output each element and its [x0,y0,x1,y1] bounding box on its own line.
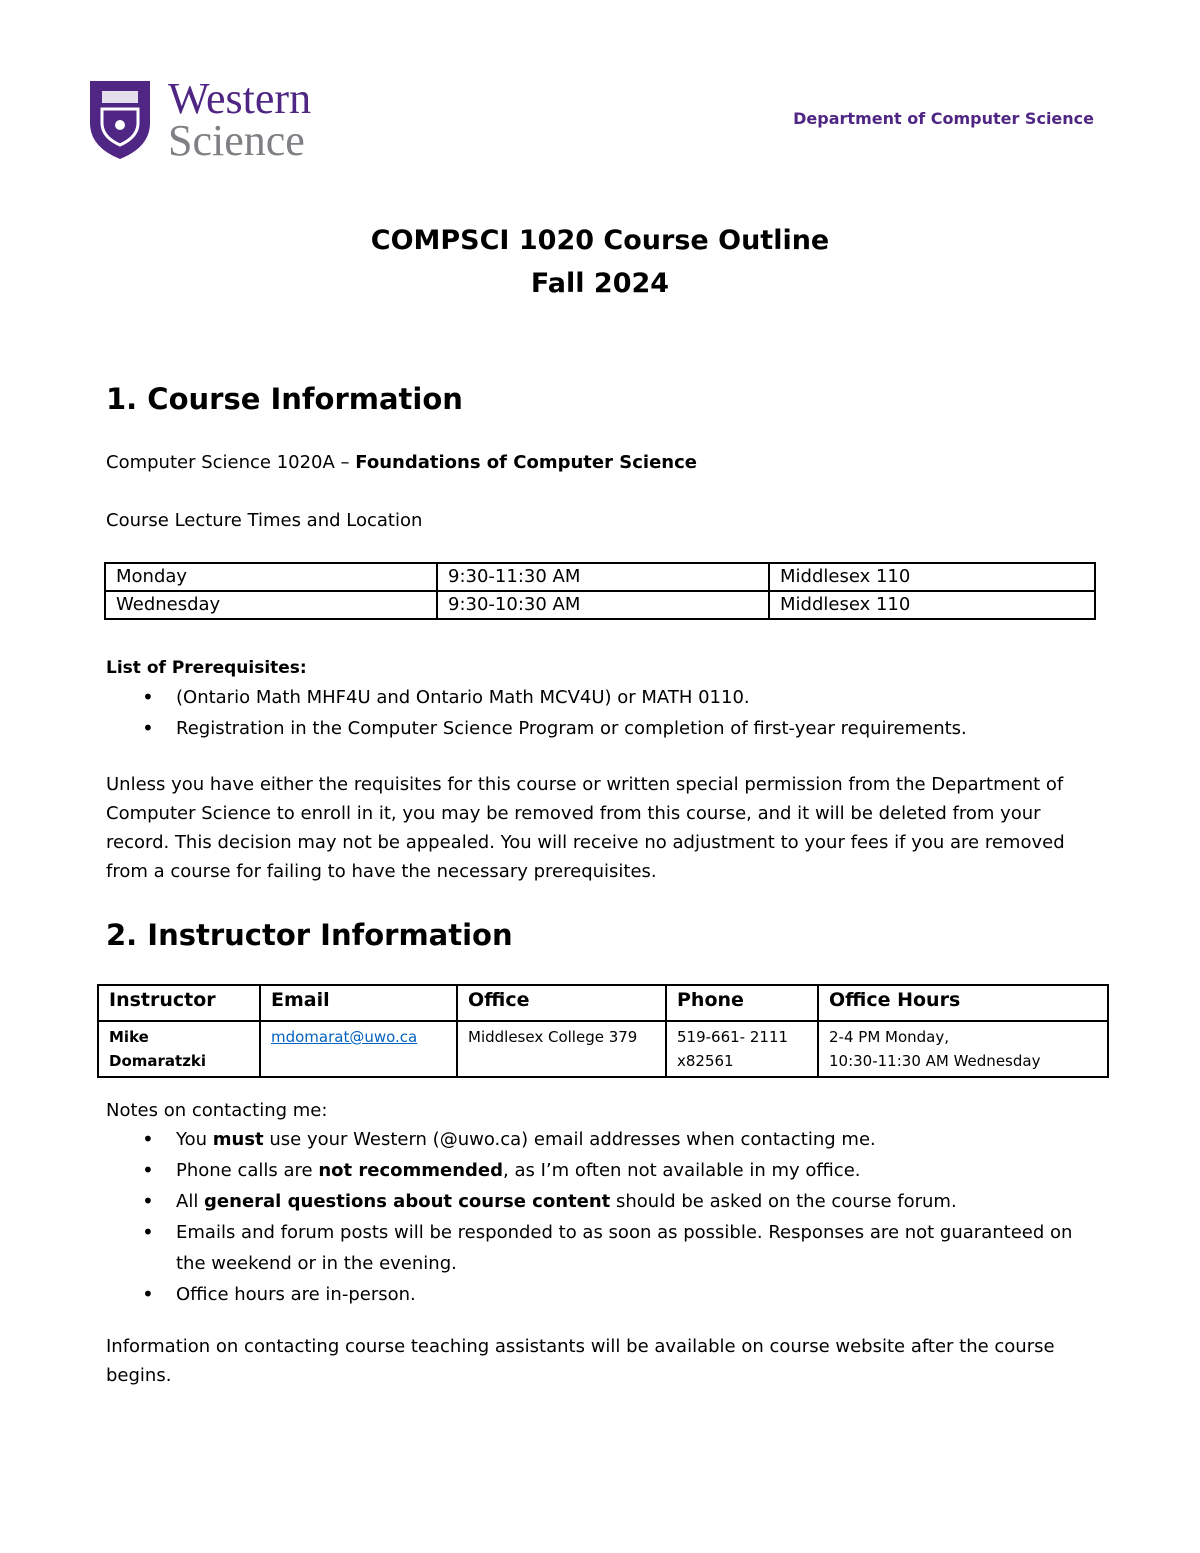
note-text: , as I’m often not available in my office. [503,1160,861,1181]
instructor-table [97,984,1109,1078]
note-text: All [176,1191,205,1212]
section-heading-course-info: 1. Course Information [106,382,463,416]
page-title: COMPSCI 1020 Course Outline [370,225,830,256]
notes-label: Notes on contacting me: [106,1100,328,1121]
list-item: • (Ontario Math MHF4U and Ontario Math MCV4U) or MATH 0110. [106,682,1106,713]
column-header: Office Hours [818,985,1108,1021]
page-subtitle: Fall 2024 [530,268,670,299]
lecture-table [104,562,1096,620]
section-heading-instructor-info: 2. Instructor Information [106,918,513,952]
table-row [98,1021,1108,1077]
note-emphasis: must [212,1129,264,1150]
list-item [106,1217,1106,1279]
lecture-day: Monday [105,563,437,591]
list-item [106,1186,1106,1217]
note-text: use your Western (@uwo.ca) email addresses when contacting me. [263,1129,876,1150]
table-row [105,591,1095,619]
logo-word-science: Science [168,116,305,165]
note-text: should be asked on the course forum. [610,1191,957,1212]
contact-notes-list [106,1124,1106,1310]
course-name: Foundations of Computer Science [355,452,697,473]
instructor-email-cell [260,1021,457,1077]
instructor-office: Middlesex College 379 [457,1021,666,1077]
logo-word-western: Western [168,77,312,123]
note-text: Emails and forum posts will be responded to as soon as possible. Responses are not guaranteed on the weekend or in the evening. [176,1222,1073,1274]
note-emphasis: not recommended [318,1160,504,1181]
hours-line: 2-4 PM Monday, [829,1028,950,1046]
course-prefix: Computer Science 1020A – [106,452,356,473]
lecture-label: Course Lecture Times and Location [106,510,423,531]
note-text: Phone calls are [176,1160,319,1181]
instructor-office-hours [818,1021,1108,1077]
note-text: You [176,1129,213,1150]
prereq-warning: Unless you have either the requisites for this course or written special permission from the Department of Computer Science to enroll in it, you may be removed from this course, and it will be deleted from your record. This decision may not be appealed. You will receive no adjustment to your fees if you are removed from a course for failing to have the necessary prerequisites. [106,774,1065,882]
phone-extension: x82561 [677,1052,734,1070]
instructor-email-link[interactable]: mdomarat@uwo.ca [271,1028,418,1046]
prereq-list [106,682,1106,744]
table-header-row [98,985,1108,1021]
table-row [105,563,1095,591]
lecture-location: Middlesex 110 [769,591,1095,619]
lecture-time: 9:30-10:30 AM [437,591,769,619]
list-item [106,1124,1106,1155]
lecture-day: Wednesday [105,591,437,619]
column-header: Email [260,985,457,1021]
lecture-location: Middlesex 110 [769,563,1095,591]
instructor-name: Mike Domaratzki [98,1021,260,1077]
list-item: • Registration in the Computer Science Program or completion of first-year requirements. [106,713,1106,744]
lecture-time: 9:30-11:30 AM [437,563,769,591]
column-header: Office [457,985,666,1021]
note-text: Office hours are in-person. [176,1284,416,1305]
prereq-label: List of Prerequisites: [106,658,307,678]
note-emphasis: general questions about course content [204,1191,611,1212]
instructor-phone [666,1021,818,1077]
column-header: Phone [666,985,818,1021]
list-item [106,1155,1106,1186]
department-name: Department of Computer Science [793,109,1094,128]
column-header: Instructor [98,985,260,1021]
ta-info: Information on contacting course teaching assistants will be available on course website after the course begins. [106,1336,1055,1386]
list-item [106,1279,1106,1310]
phone-number: 519-661- 2111 [677,1028,789,1046]
course-name-line [106,449,697,477]
western-science-logo [88,77,338,167]
hours-line: 10:30-11:30 AM Wednesday [829,1052,1041,1070]
